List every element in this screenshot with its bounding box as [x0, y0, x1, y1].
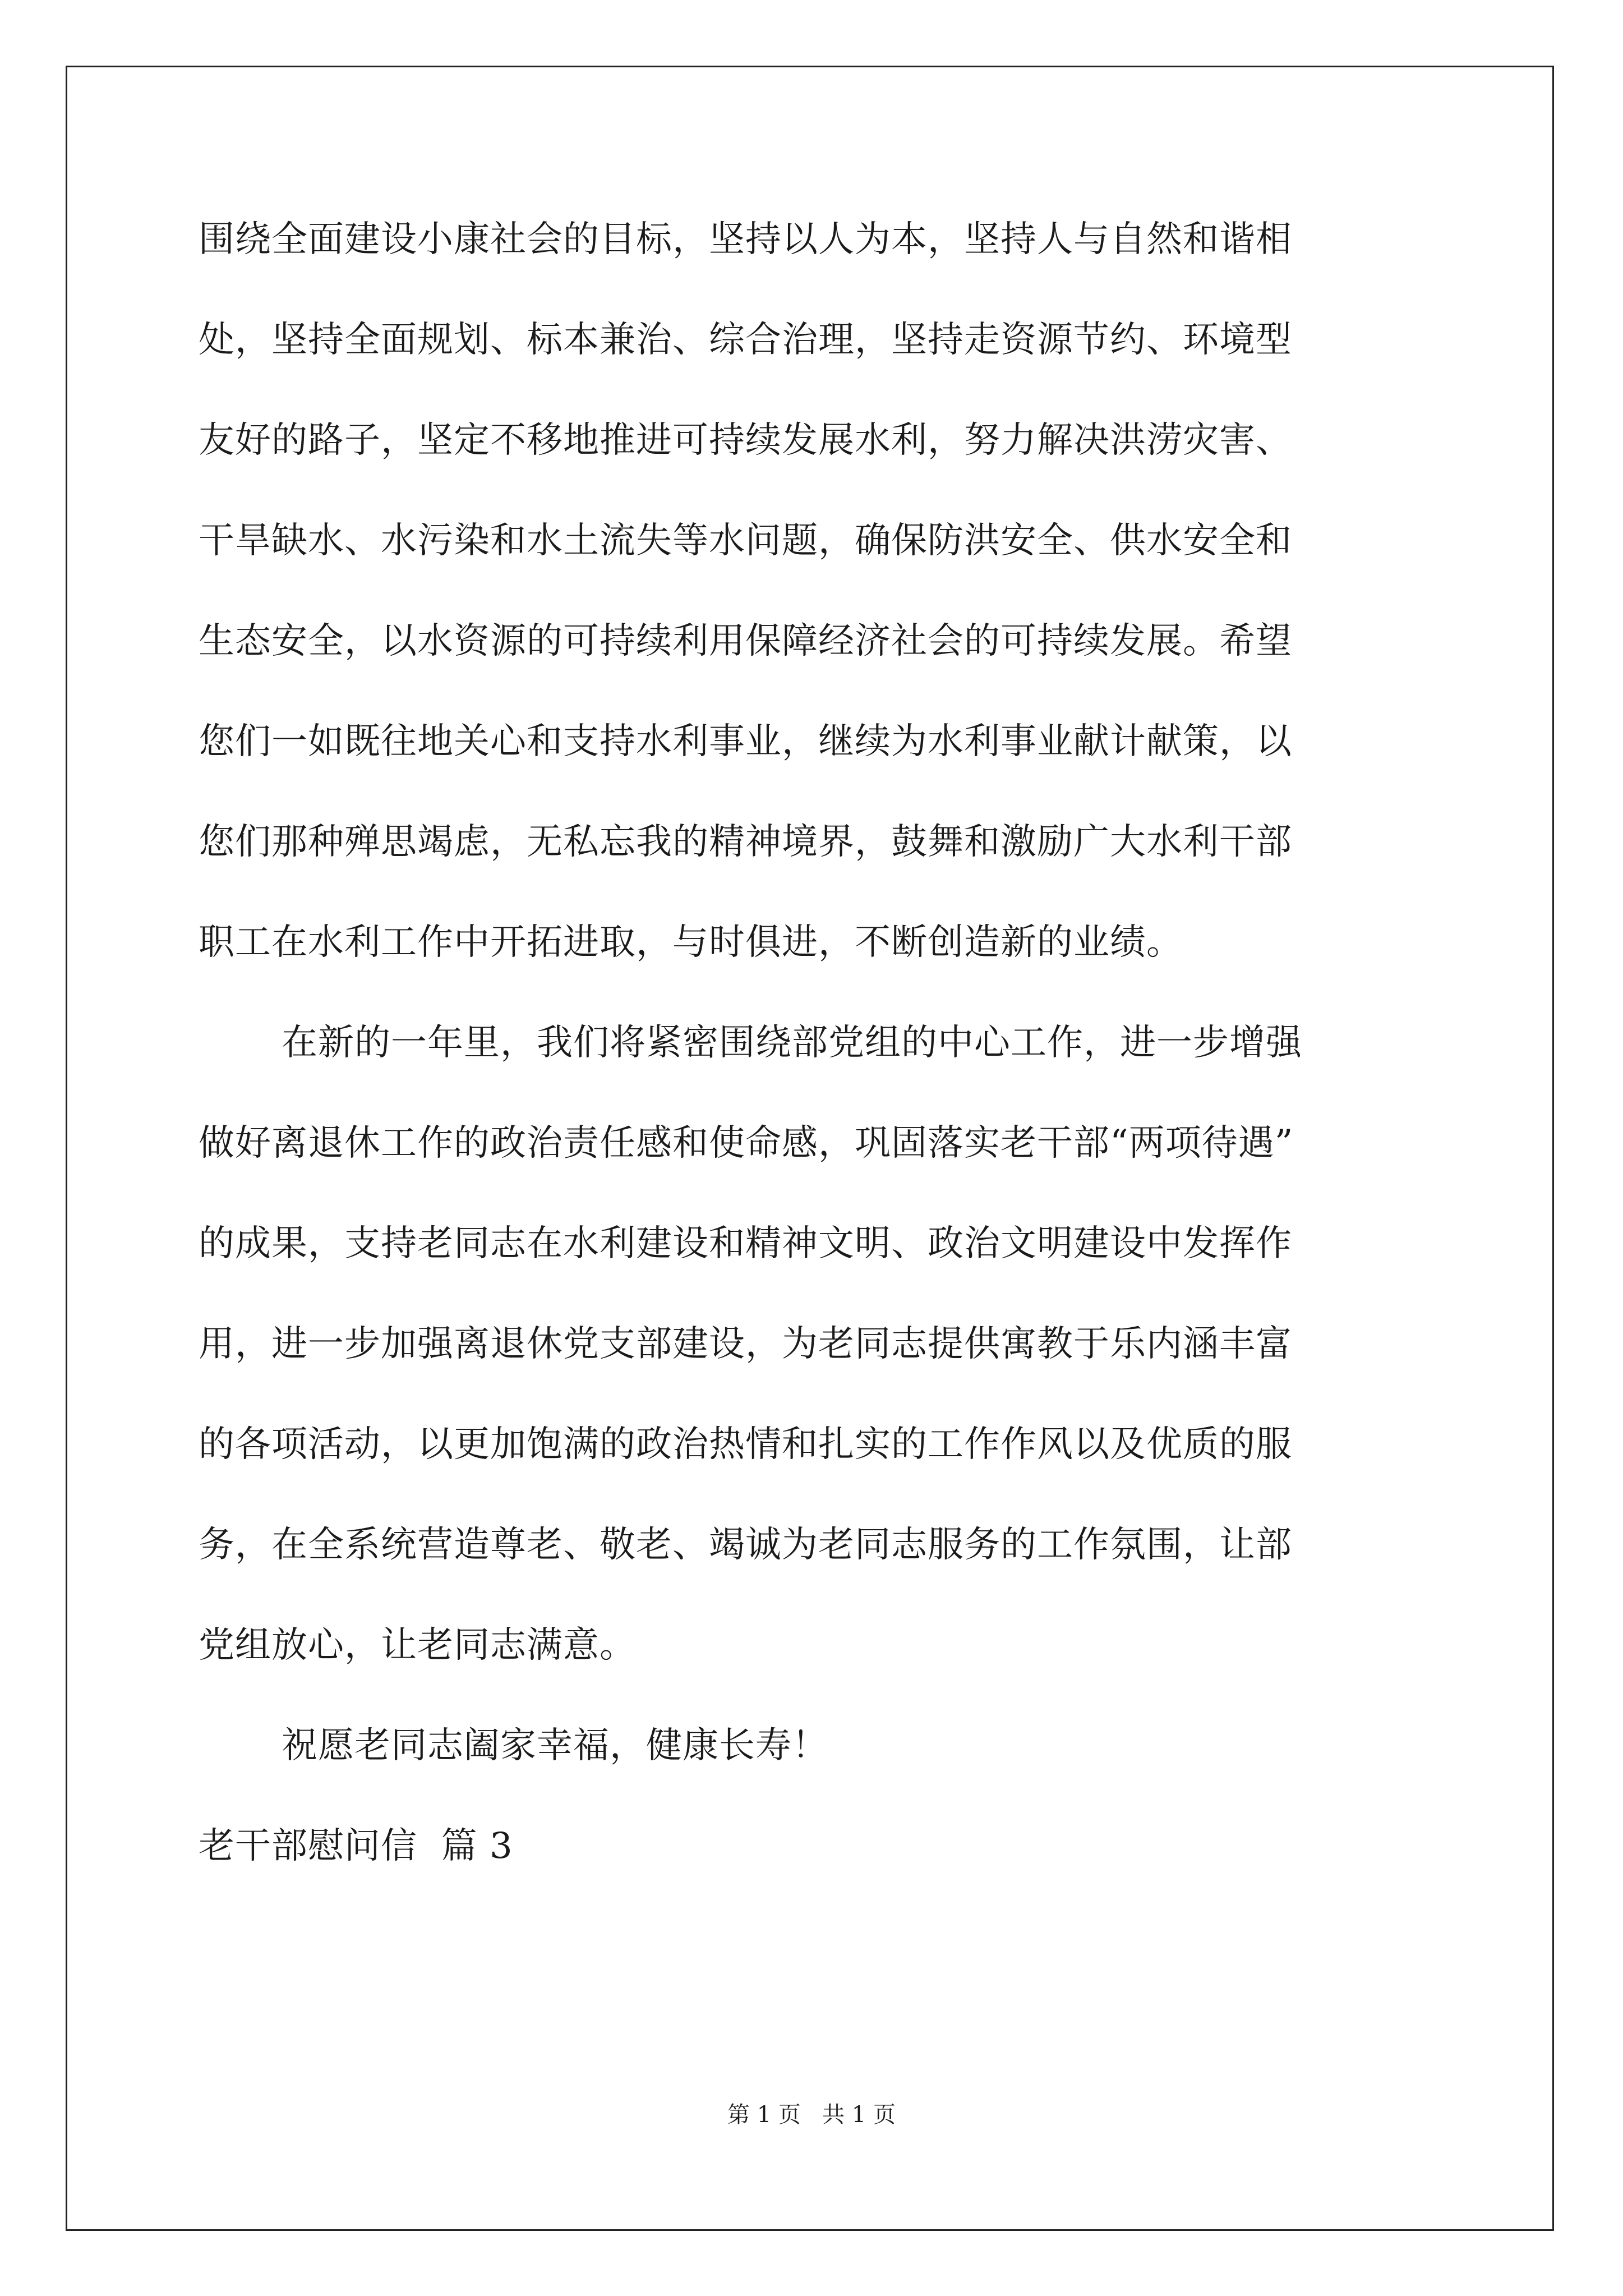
paragraph-2-line: 做好离退休工作的政治责任感和使命感，巩固落实老干部“两项待遇”	[199, 1122, 1294, 1164]
paragraph-1-line: 您们一如既往地关心和支持水利事业，继续为水利事业献计献策，以	[199, 721, 1292, 762]
paragraph-2-line: 的成果，支持老同志在水利建设和精神文明、政治文明建设中发挥作	[199, 1223, 1292, 1264]
paragraph-2-line: 在新的一年里，我们将紧密围绕部党组的中心工作，进一步增强	[282, 1022, 1302, 1064]
section-heading: 老干部慰问信 篇 3	[199, 1825, 513, 1867]
paragraph-1-line: 友好的路子，坚定不移地推进可持续发展水利，努力解决洪涝灾害、	[199, 420, 1292, 461]
paragraph-1-line: 干旱缺水、水污染和水土流失等水问题，确保防洪安全、供水安全和	[199, 520, 1292, 562]
paragraph-1-line: 生态安全，以水资源的可持续利用保障经济社会的可持续发展。希望	[199, 620, 1292, 662]
page-footer: 第 1 页 共 1 页	[727, 2102, 896, 2128]
paragraph-2-line: 的各项活动，以更加饱满的政治热情和扎实的工作作风以及优质的服	[199, 1424, 1292, 1465]
paragraph-1-line: 您们那种殚思竭虑，无私忘我的精神境界，鼓舞和激励广大水利干部	[199, 821, 1292, 863]
paragraph-1-line: 围绕全面建设小康社会的目标，坚持以人为本，坚持人与自然和谐相	[199, 219, 1292, 260]
paragraph-2-line: 党组放心，让老同志满意。	[199, 1625, 636, 1666]
paragraph-2-line: 用，进一步加强离退休党支部建设，为老同志提供寓教于乐内涵丰富	[199, 1323, 1292, 1365]
closing-wish: 祝愿老同志阖家幸福，健康长寿！	[282, 1725, 828, 1766]
paragraph-1-line: 处，坚持全面规划、标本兼治、综合治理，坚持走资源节约、环境型	[199, 319, 1292, 361]
paragraph-1-line: 职工在水利工作中开拓进取，与时俱进，不断创造新的业绩。	[199, 922, 1183, 963]
paragraph-2-line: 务，在全系统营造尊老、敬老、竭诚为老同志服务的工作氛围，让部	[199, 1524, 1292, 1566]
